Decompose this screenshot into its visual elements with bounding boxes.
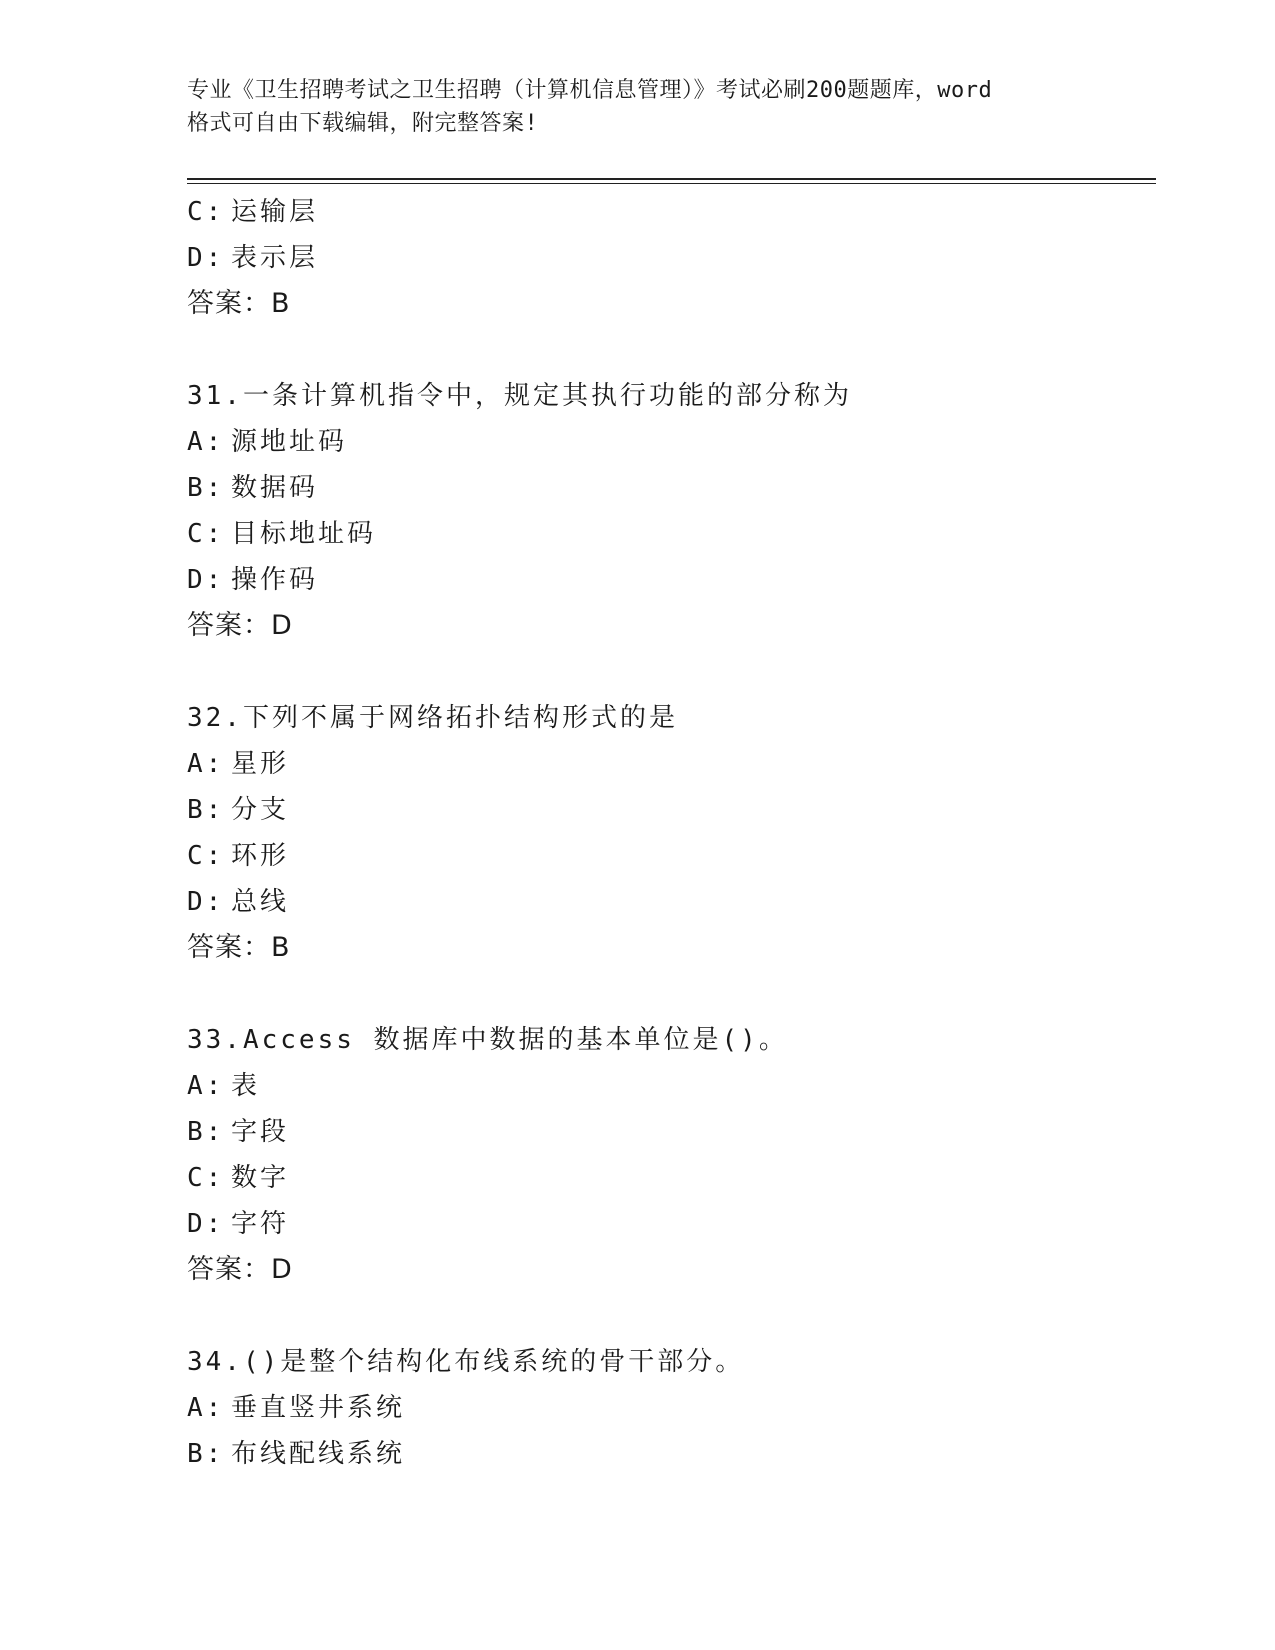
answer-line: 答案：D (187, 610, 293, 641)
question-stem: 31.一条计算机指令中，规定其执行功能的部分称为 (187, 381, 852, 411)
answer-line: 答案：D (187, 1254, 293, 1285)
question-31 (187, 373, 1156, 649)
option-a: A: 源地址码 (187, 427, 348, 457)
option-a: A: 星形 (187, 749, 290, 779)
question-32 (187, 695, 1156, 971)
option-d: D: 操作码 (187, 565, 319, 595)
option-d: D: 表示层 (187, 243, 319, 273)
question-34 (187, 1339, 1156, 1477)
option-b: B: 数据码 (187, 473, 319, 503)
header-divider-thick (187, 178, 1156, 180)
option-d: D: 总线 (187, 887, 290, 917)
question-stem: 32.下列不属于网络拓扑结构形式的是 (187, 703, 678, 733)
option-d: D: 字符 (187, 1209, 290, 1239)
question-33 (187, 1017, 1156, 1293)
header-title-line-2: 格式可自由下载编辑，附完整答案! (187, 111, 539, 136)
answer-line: 答案：B (187, 932, 291, 963)
option-b: B: 布线配线系统 (187, 1439, 406, 1469)
document-header (187, 74, 1087, 140)
option-a: A: 垂直竖井系统 (187, 1393, 406, 1423)
option-b: B: 分支 (187, 795, 290, 825)
spacer (187, 649, 1156, 695)
spacer (187, 971, 1156, 1017)
header-title-line-1: 专业《卫生招聘考试之卫生招聘（计算机信息管理）》考试必刷200题题库，word (187, 78, 993, 103)
answer-line: 答案：B (187, 288, 291, 319)
option-c: C: 数字 (187, 1163, 290, 1193)
header-divider-thin (187, 183, 1156, 184)
option-c: C: 运输层 (187, 197, 319, 227)
question-list (187, 189, 1156, 1477)
spacer (187, 327, 1156, 373)
spacer (187, 1293, 1156, 1339)
option-b: B: 字段 (187, 1117, 290, 1147)
option-c: C: 目标地址码 (187, 519, 377, 549)
question-stem: 34.()是整个结构化布线系统的骨干部分。 (187, 1347, 745, 1377)
option-c: C: 环形 (187, 841, 290, 871)
option-a: A: 表 (187, 1071, 261, 1101)
question-stem: 33.Access 数据库中数据的基本单位是()。 (187, 1025, 788, 1055)
question-30-continued (187, 189, 1156, 327)
